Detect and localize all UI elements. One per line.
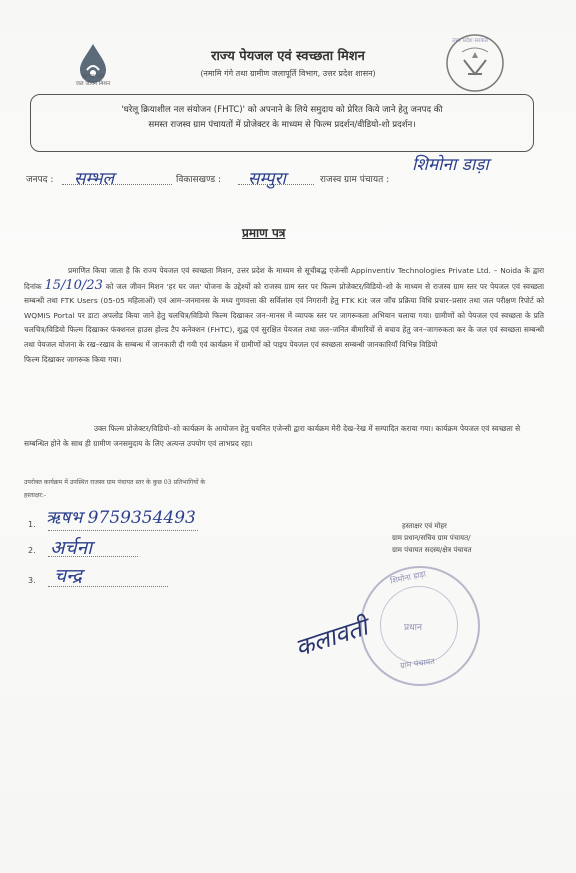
emblem-text: उत्तर प्रदेश सरकार <box>452 38 489 44</box>
subject-line-2: समस्त राजस्व ग्राम पंचायतों में प्रोजेक्टर के माध्यम से फिल्म प्रदर्शन/वीडियो-शो प्रदर्शन। <box>148 120 416 130</box>
certificate-body <box>24 264 544 367</box>
certificate-title: प्रमाण पत्र <box>242 226 286 240</box>
stamp-bottom-text: ग्राम पंचायत <box>399 656 436 671</box>
body-para1-part-b: को जल जीवन मिशन 'हर घर जल' योजना के उद्देश्यों को राजस्व ग्राम स्तर पर फिल्म प्रोजेक्टर/विडियो–शो के माध्यम से राजस्व ग्राम स्तर पर पेयजल एवं स्वच्छता सम्बन्धी तथा FTK Users (05-05 महिलाओं) एवं आम–जनमानस के मध्य गुणवत्ता की सर्विलांस एवं निगरानी हेतु FTK Kit जल जाँच प्रक्रिया विधि प्रचार–प्रसार तथा जल परीक्षण रिपोर्ट को WQMIS Portal पर डाटा अपलोड किया जाने हेतु चलचित्र/विडियो फिल्म दिखाकर जन–मानस में व्यापक स्तर पर जागरूकता अभियान चलाया गया। ग्रामीणों को पेयजल एवं स्वच्छता के प्रति चलचित्र/विडियो फिल्म दिखाकर फंक्शनल हाउस होल्ड टैप कनेक्शन (FHTC), शुद्ध एवं सुरक्षित पेयजल तथा जल–जनित बीमारियों से बचाव हेतु जन–जागरुकता कर के जल एवं स्वच्छता सम्बन्धी तथा पेयजल योजना के रख–रखाव के सम्बन्ध में जानकारी दी गयी एवं कार्यक्रम में ग्रामीणों को पाइप पेयजल एवं स्वच्छता सम्बन्धी जानकारियाँ विभिन्न विडियो <box>24 281 544 349</box>
subject-box <box>30 94 534 152</box>
participants-heading: उपरोक्त कार्यक्रम में उपस्थित राजस्व ग्राम पंचायत स्तर के कुछ 03 प्रतिभागियों के हस्ताक्षर:- <box>24 479 206 499</box>
logo-left-caption: हर घर जल जल जीवन मिशन <box>75 74 111 87</box>
program-date: 15/10/23 <box>44 277 103 293</box>
district-label: जनपद : <box>26 175 54 185</box>
panchayat-label: राजस्व ग्राम पंचायत : <box>320 175 390 185</box>
certificate-para2: उक्त फिल्म प्रोजेक्टर/विडियो–शो कार्यक्रम के आयोजन हेतु चयनित एजेन्सी द्वारा कार्यक्रम मेरी देख–रेख में सम्पादित कराया गया। कार्यक्रम पेयजल एवं स्वच्छता से सम्बन्धित होने के साथ ही ग्रामीण जनसमुदाय के लिए अत्यन्त उपयोग एवं लाभप्रद रहा। <box>24 424 521 448</box>
participant-signature: अर्चना <box>50 537 93 559</box>
block-value: सम्पुरा <box>248 169 286 189</box>
subject-line-1: 'घरेलू क्रियाशील नल संयोजन (FHTC)' को अपनाने के लिये समुदाय को प्रेरित किये जाने हेतु जनपद की <box>121 105 443 115</box>
panchayat-value: शिमोना डाड़ा <box>412 155 489 175</box>
header-title: राज्य पेयजल एवं स्वच्छता मिशन <box>211 49 365 64</box>
participant-number: 2. <box>28 546 36 555</box>
stamp-top-text: शिमोना डाड़ा <box>389 569 427 586</box>
participant-signature: चन्द्र <box>54 565 83 587</box>
body-para1-part-a: प्रमाणित किया जाता है कि राज्य पेयजल एवं स्वच्छता मिशन, उत्तर प्रदेश के माध्यम से सूचीबद्ध एजेन्सी Appinventiv Technologies Private Ltd. – Noida के द्वारा दिनांक <box>24 266 544 291</box>
header-subtitle: (नमामि गंगे तथा ग्रामीण जलापूर्ति विभाग, उत्तर प्रदेश शासन) <box>200 69 376 78</box>
signatory-caption: हस्ताक्षर एवं मोहर ग्राम प्रधान/सचिव ग्राम पंचायत/ ग्राम पंचायत सदस्य/क्षेत्र पंचायत <box>392 522 472 554</box>
participant-signature: ऋषभ 9759354493 <box>46 508 196 528</box>
participant-row <box>28 520 36 529</box>
participant-row <box>28 576 36 585</box>
participant-number: 3. <box>28 576 36 585</box>
district-value: सम्भल <box>74 169 115 189</box>
participant-row <box>28 546 36 555</box>
body-para1-part-c: फिल्म दिखाकर जागरूक किया गया। <box>24 354 122 364</box>
stamp-mid-text: प्रधान <box>404 623 422 633</box>
participant-line <box>48 530 198 531</box>
block-label: विकासखण्ड : <box>176 175 222 185</box>
participant-number: 1. <box>28 520 36 529</box>
pradhan-signature: कलावती <box>291 612 372 663</box>
